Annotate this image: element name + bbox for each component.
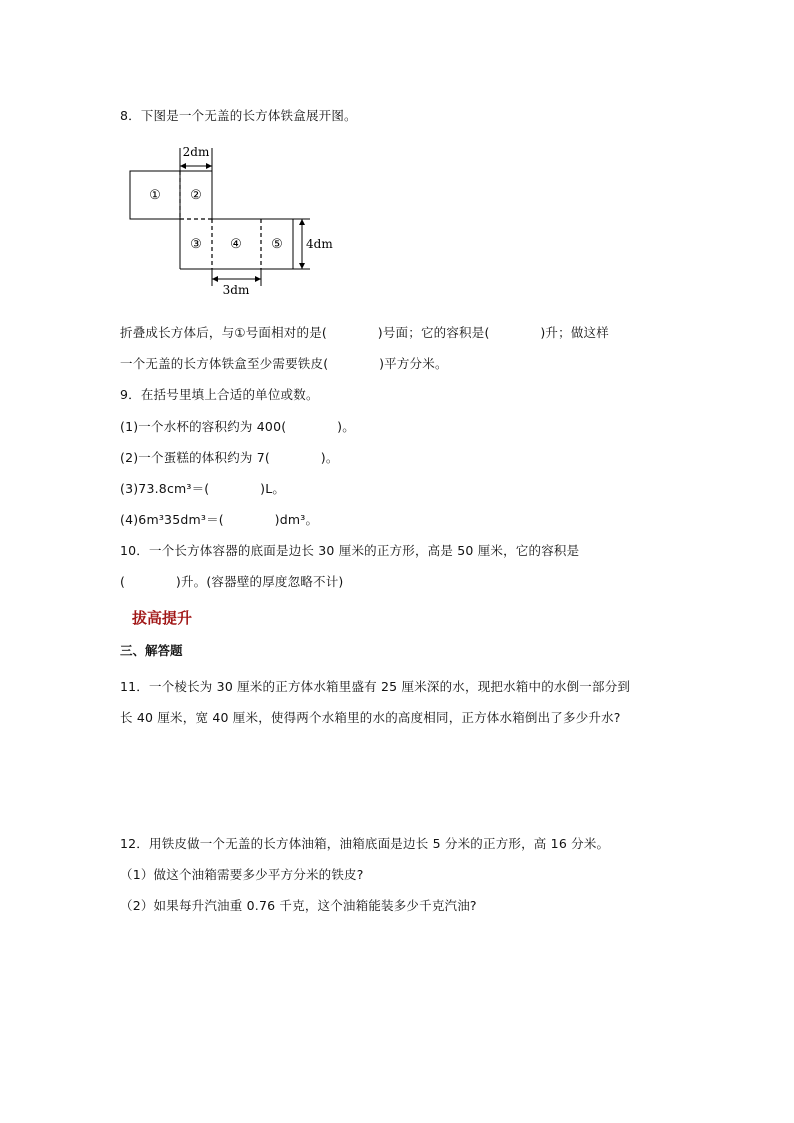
q12-item-1: （1）做这个油箱需要多少平方分米的铁皮? <box>120 867 364 882</box>
q11-line2: 长 40 厘米，宽 40 厘米，使得两个水箱里的水的高度相同，正方体水箱倒出了多少升水? <box>120 710 621 725</box>
face-5-label: ⑤ <box>271 237 283 252</box>
q10-line2: ( )升。(容器壁的厚度忽略不计) <box>120 574 344 589</box>
section-heading-answers: 三、解答题 <box>120 643 183 658</box>
dim-right-label: 4dm <box>306 237 333 251</box>
q8-line2: 一个无盖的长方体铁盒至少需要铁皮( )平方分米。 <box>120 356 448 371</box>
q10-line1: 10．一个长方体容器的底面是边长 30 厘米的正方形，高是 50 厘米，它的容积是 <box>120 543 580 558</box>
q12-item-2: （2）如果每升汽油重 0.76 千克，这个油箱能装多少千克汽油? <box>120 898 477 913</box>
face-4-label: ④ <box>230 237 242 252</box>
unfolded-box-diagram <box>120 138 340 298</box>
face-2-label: ② <box>190 188 202 203</box>
q8-title: 8．下图是一个无盖的长方体铁盒展开图。 <box>120 108 357 123</box>
q8-line1: 折叠成长方体后，与①号面相对的是( )号面；它的容积是( )升；做这样 <box>120 325 609 340</box>
q12-title: 12．用铁皮做一个无盖的长方体油箱，油箱底面是边长 5 分米的正方形，高 16 分米。 <box>120 836 610 851</box>
q9-item-1: (1)一个水杯的容积约为 400( )。 <box>120 419 355 434</box>
q11-line1: 11．一个棱长为 30 厘米的正方体水箱里盛有 25 厘米深的水，现把水箱中的水倒一部分到 <box>120 679 631 694</box>
dim-top-label: 2dm <box>182 145 210 159</box>
face-3-label: ③ <box>190 237 202 252</box>
dim-bottom-label: 3dm <box>222 283 250 297</box>
face-1-label: ① <box>149 188 161 203</box>
q9-title: 9．在括号里填上合适的单位或数。 <box>120 387 319 402</box>
q9-item-4: (4)6m³35dm³＝( )dm³。 <box>120 512 319 527</box>
q9-item-3: (3)73.8cm³＝( )L。 <box>120 481 286 496</box>
section-heading-advanced: 拔高提升 <box>132 609 193 627</box>
q9-item-2: (2)一个蛋糕的体积约为 7( )。 <box>120 450 339 465</box>
